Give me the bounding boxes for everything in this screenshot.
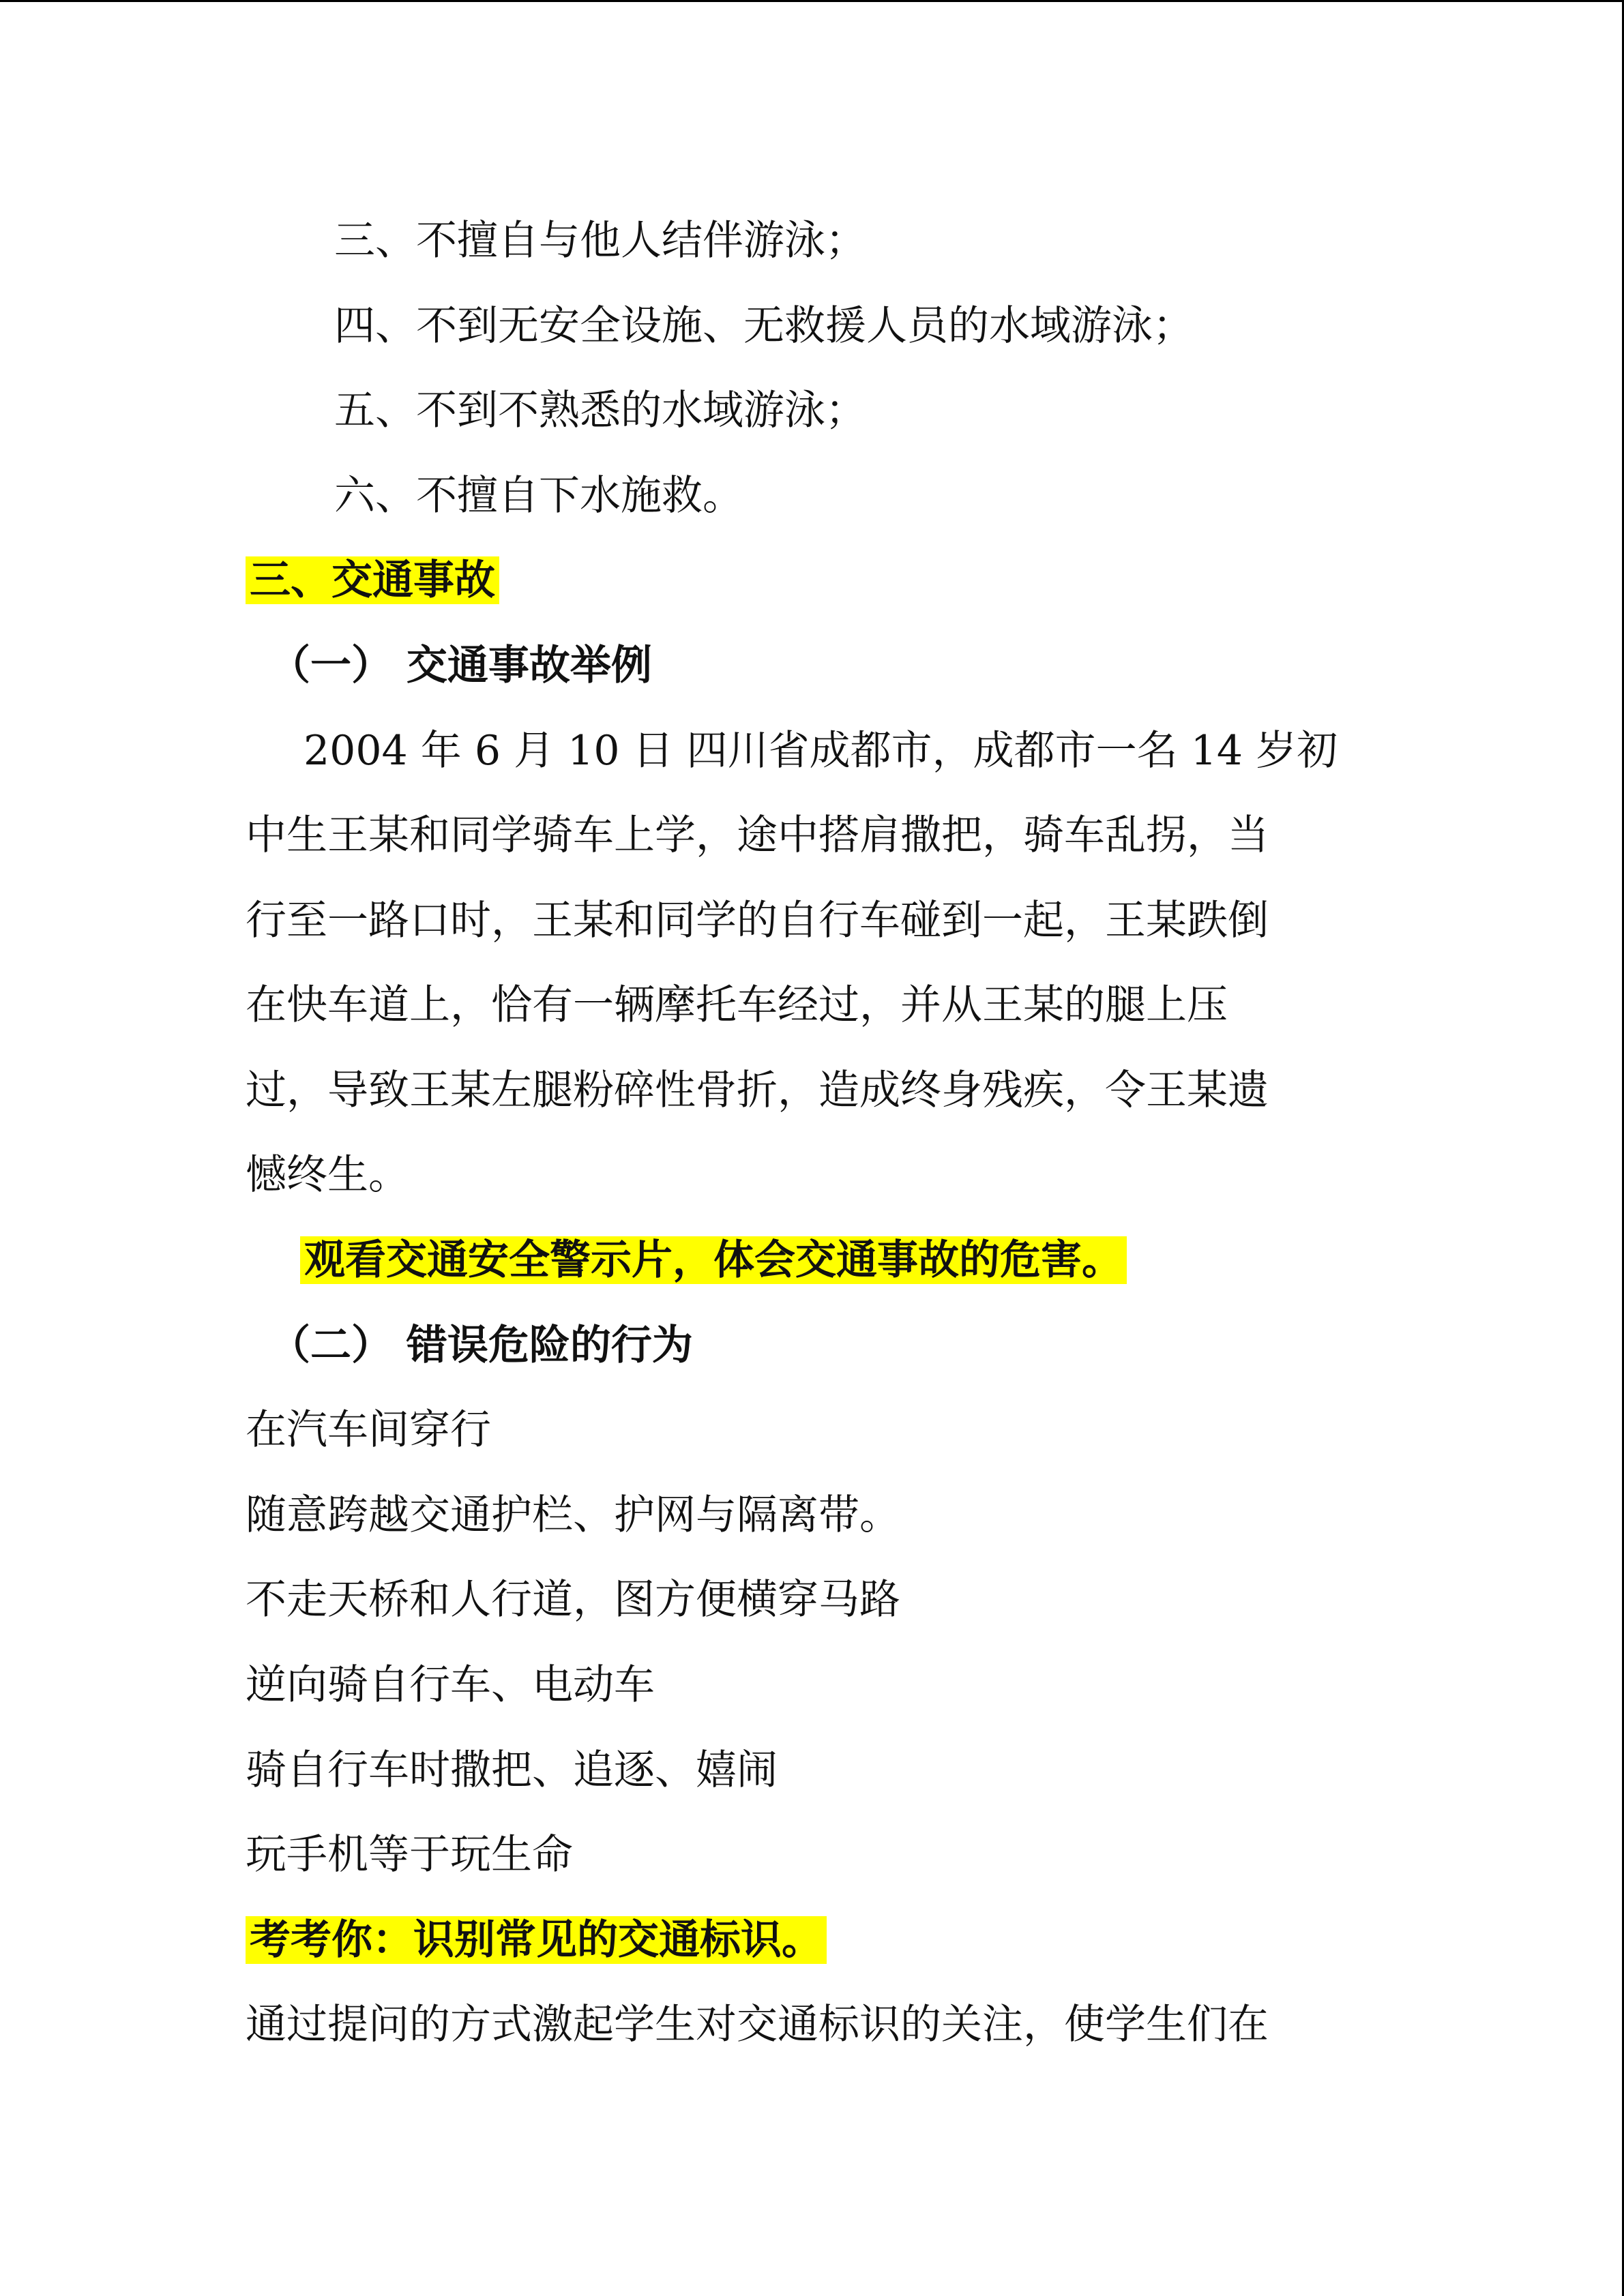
- subheading-wrong-behaviors: （二） 错误危险的行为: [269, 1322, 693, 1369]
- wrong-behavior-2: 随意跨越交通护栏、护网与隔离带。: [246, 1491, 900, 1539]
- highlight: 考考你：识别常见的交通标识。: [246, 1916, 827, 1964]
- swim-rule-6: 六、不擅自下水施救。: [334, 472, 743, 520]
- example-line-4: 在快车道上，恰有一辆摩托车经过，并从王某的腿上压: [246, 981, 1228, 1029]
- example-line-2: 中生王某和同学骑车上学，途中搭肩撒把，骑车乱拐，当: [246, 811, 1269, 859]
- swim-rule-4: 四、不到无安全设施、无救援人员的水域游泳；: [334, 302, 1194, 350]
- swim-rule-5: 五、不到不熟悉的水域游泳；: [334, 387, 866, 434]
- closing-line: 通过提问的方式激起学生对交通标识的关注，使学生们在: [246, 2001, 1269, 2048]
- quiz-heading: [246, 1914, 827, 1966]
- wrong-behavior-1: 在汽车间穿行: [246, 1406, 491, 1454]
- example-line-5: 过，导致王某左腿粉碎性骨折，造成终身残疾，令王某遗: [246, 1067, 1269, 1114]
- highlight: 三、交通事故: [246, 556, 499, 604]
- wrong-behavior-5: 骑自行车时撒把、追逐、嬉闹: [246, 1746, 778, 1794]
- swim-rule-3: 三、不擅自与他人结伴游泳；: [334, 217, 866, 265]
- highlight: 观看交通安全警示片，体会交通事故的危害。: [300, 1236, 1127, 1284]
- section-heading-traffic: [246, 554, 499, 606]
- wrong-behavior-4: 逆向骑自行车、电动车: [246, 1661, 655, 1709]
- example-line-1: 2004 年 6 月 10 日 四川省成都市，成都市一名 14 岁初: [304, 727, 1338, 775]
- subheading-accident-example: （一） 交通事故举例: [269, 642, 652, 689]
- wrong-behavior-6: 玩手机等于玩生命: [246, 1831, 573, 1879]
- video-note: [300, 1234, 1127, 1286]
- example-line-6: 憾终生。: [246, 1151, 409, 1199]
- wrong-behavior-3: 不走天桥和人行道，图方便横穿马路: [246, 1576, 900, 1624]
- example-line-3: 行至一路口时，王某和同学的自行车碰到一起，王某跌倒: [246, 897, 1269, 944]
